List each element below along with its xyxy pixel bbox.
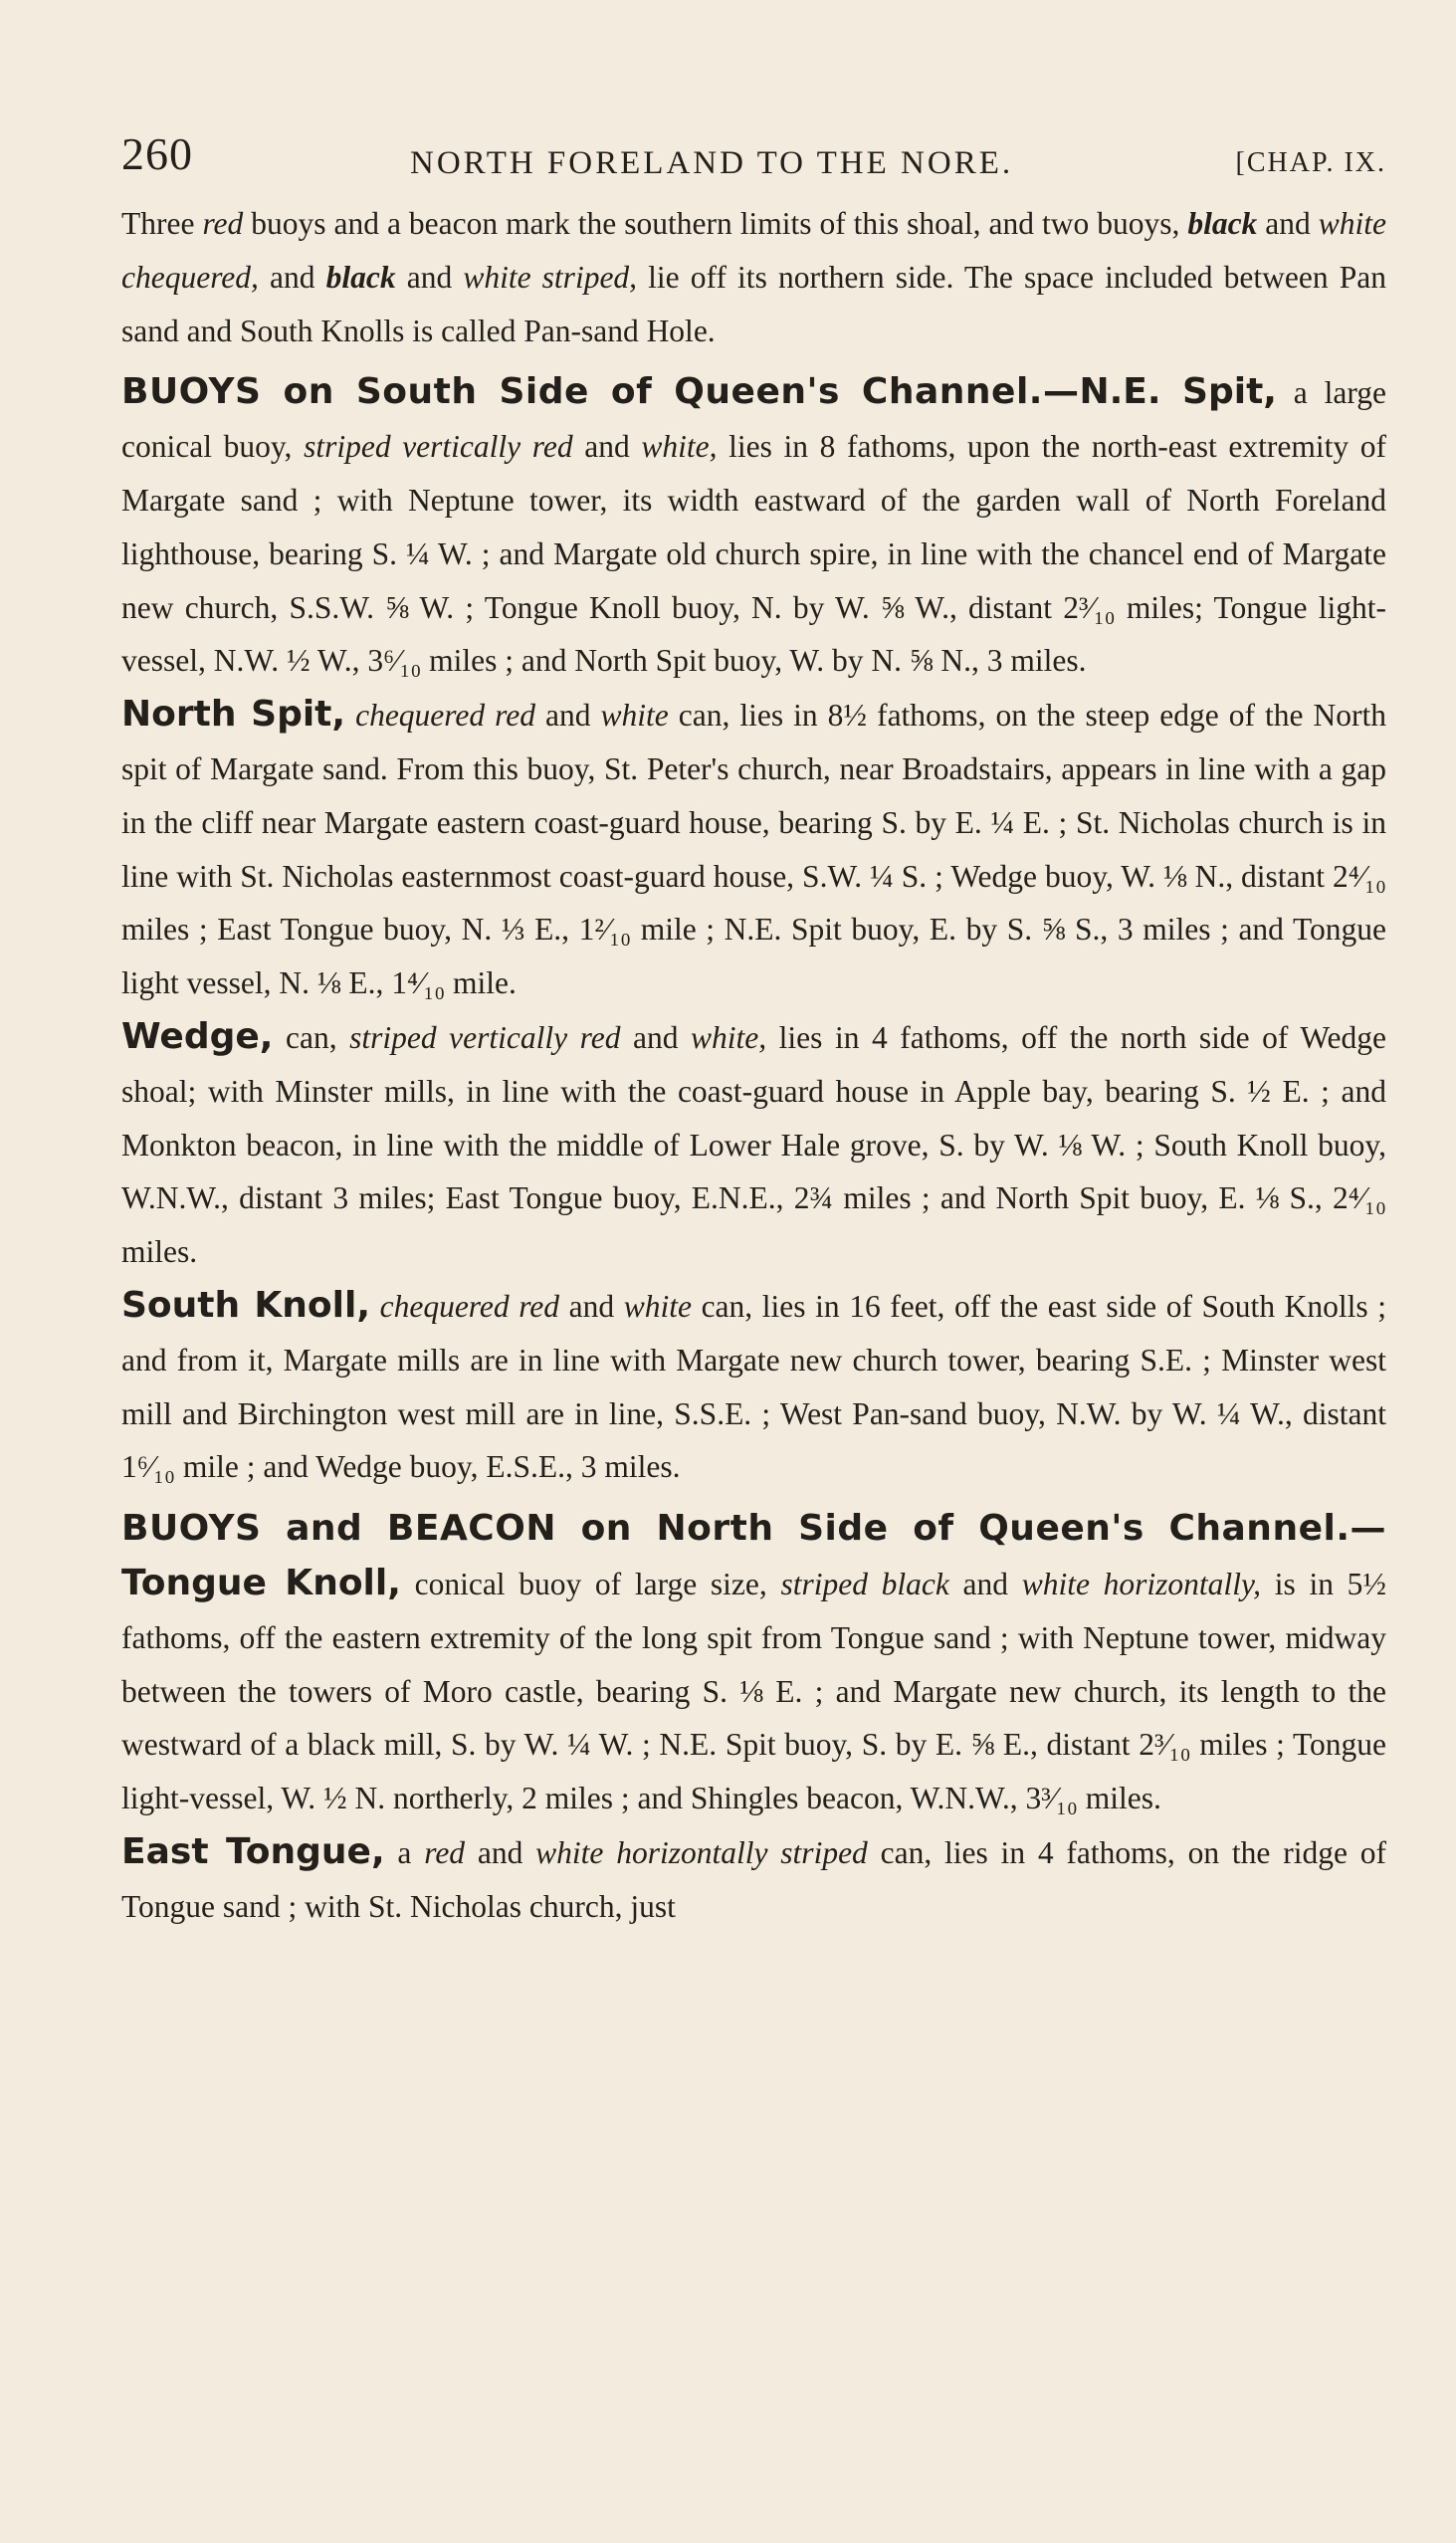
section-heading-north-side: BUOYS and BEACON on North Side of Queen's Channel.—: [121, 1508, 1386, 1550]
east-tongue-title: East Tongue,: [121, 1830, 385, 1872]
north-spit-paragraph: North Spit, chequered red and white can, lies in 8½ fathoms, on the steep edge of the North spit of Margate sand. From this buoy, St. Peter's church, near Broadstairs, appears in line with a gap in the cliff near Margate eastern coast-guard house, bearing S. by E. ¼ E. ; St. Nicholas church is in line with St. Nicholas easternmost coast-guard house, S.W. ¼ S. ; Wedge buoy, W. ⅛ N., distant 2⁴⁄₁₀ miles ; East Tongue buoy, N. ⅓ E., 1²⁄₁₀ mile ; N.E. Spit buoy, E. by S. ⅝ S., 3 miles ; and Tongue light vessel, N. ⅛ E., 1⁴⁄₁₀ mile.: [121, 694, 1386, 1001]
ne-spit-paragraph: BUOYS on South Side of Queen's Channel.—N.E. Spit, a large conical buoy, striped vertically red and white, lies in 8 fathoms, upon the north-east extremity of Margate sand ; with Neptune tower, its width eastward of the garden wall of North Foreland lighthouse, bearing S. ¼ W. ; and Margate old church spire, in line with the chancel end of Margate new church, S.S.W. ⅝ W. ; Tongue Knoll buoy, N. by W. ⅝ W., distant 2³⁄₁₀ miles; Tongue light-vessel, N.W. ½ W., 3⁶⁄₁₀ miles ; and North Spit buoy, W. by N. ⅝ N., 3 miles.: [121, 371, 1387, 679]
chapter-marker: [CHAP. IX.: [1235, 147, 1386, 178]
east-tongue-paragraph: East Tongue, a red and white horizontally striped can, lies in 4 fathoms, on the ridge of Tongue sand ; with St. Nicholas church, just: [121, 1830, 1386, 1924]
body-text: [121, 197, 1386, 1934]
page-header: [121, 127, 1386, 197]
tongue-knoll-title: Tongue Knoll,: [121, 1562, 401, 1603]
intro-paragraph: Three red buoys and a beacon mark the southern limits of this shoal, and two buoys, black and white chequered, and black and white striped, lie off its northern side. The space included between Pan sand and South Knolls is called Pan-sand Hole.: [121, 206, 1387, 348]
wedge-title: Wedge,: [121, 1015, 274, 1057]
south-knoll-paragraph: South Knoll, chequered red and white can, lies in 16 feet, off the east side of South Knolls ; and from it, Margate mills are in line with Margate new church tower, bearing S.E. ; Minster west mill and Birchington west mill are in line, S.S.E. ; West Pan-sand buoy, N.W. by W. ¼ W., distant 1⁶⁄₁₀ mile ; and Wedge buoy, E.S.E., 3 miles.: [121, 1284, 1387, 1485]
south-knoll-title: South Knoll,: [121, 1284, 370, 1326]
running-title: NORTH FORELAND TO THE NORE.: [410, 145, 1014, 181]
wedge-paragraph: Wedge, can, striped vertically red and white, lies in 4 fathoms, off the north side of Wedge shoal; with Minster mills, in line with the coast-guard house in Apple bay, bearing S. ½ E. ; and Monkton beacon, in line with the middle of Lower Hale grove, S. by W. ⅛ W. ; South Knoll buoy, W.N.W., distant 3 miles; East Tongue buoy, E.N.E., 2¾ miles ; and North Spit buoy, E. ⅛ S., 2⁴⁄₁₀ miles.: [121, 1015, 1387, 1270]
north-spit-title: North Spit,: [121, 694, 346, 736]
page-number: 260: [121, 128, 193, 179]
tongue-knoll-paragraph: BUOYS and BEACON on North Side of Queen's Channel.—Tongue Knoll, conical buoy of large size, striped black and white horizontally, is in 5½ fathoms, off the eastern extremity of the long spit from Tongue sand ; with Neptune tower, midway between the towers of Moro castle, bearing S. ⅛ E. ; and Margate new church, its length to the westward of a black mill, S. by W. ¼ W. ; N.E. Spit buoy, S. by E. ⅝ E., distant 2³⁄₁₀ miles ; Tongue light-vessel, W. ½ N. northerly, 2 miles ; and Shingles beacon, W.N.W., 3³⁄₁₀ miles.: [121, 1508, 1387, 1816]
ne-spit-title: N.E. Spit,: [1079, 371, 1277, 413]
section-heading-south-side: BUOYS on South Side of Queen's Channel.—: [121, 371, 1080, 413]
